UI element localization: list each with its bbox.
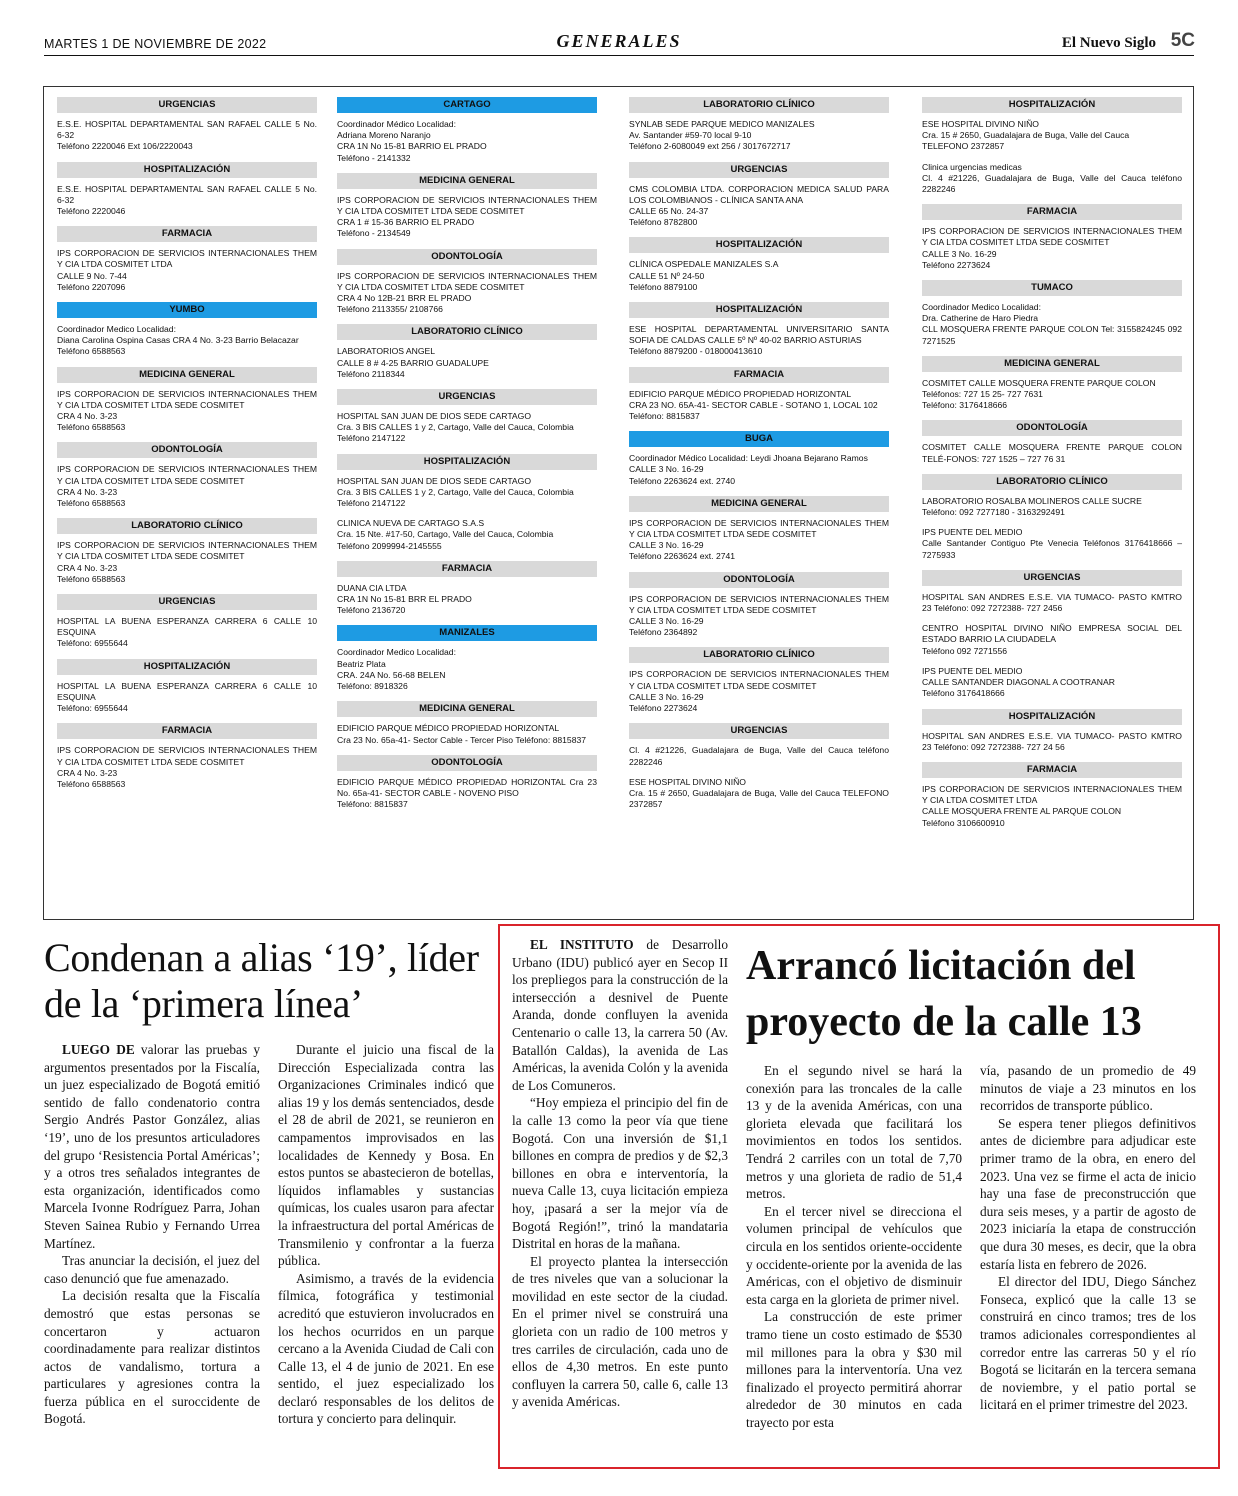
- service-heading: MEDICINA GENERAL: [337, 701, 597, 717]
- service-heading: HOSPITALIZACIÓN: [57, 162, 317, 178]
- service-heading: MEDICINA GENERAL: [629, 496, 889, 512]
- directory-entry: IPS CORPORACION DE SERVICIOS INTERNACIONALES THEM Y CIA LTDA COSMITET LTDA SEDE COSMITET CRA 4 No 12B-21 BRR EL PRADO Teléfono 2113355/ 2108766: [337, 270, 597, 315]
- city-heading: MANIZALES: [337, 625, 597, 641]
- article-paragraph: La decisión resalta que la Fiscalía demostró que estas personas se concertaron y actuaron coordinadamente para realizar distintos actos de vandalismo, tortura a particulares y agresiones contra la fuerza pública en el suroccidente de Bogotá.: [44, 1288, 260, 1427]
- service-heading: LABORATORIO CLÍNICO: [337, 324, 597, 340]
- service-heading: URGENCIAS: [629, 723, 889, 739]
- article-condenan: [44, 935, 494, 1427]
- directory-entry: E.S.E. HOSPITAL DEPARTAMENTAL SAN RAFAEL CALLE 5 No. 6-32 Teléfono 2220046 Ext 106/2220043: [57, 119, 317, 152]
- directory-entry: IPS CORPORACION DE SERVICIOS INTERNACIONALES THEM Y CIA LTDA COSMITET LTDA SEDE COSMITET CRA 4 No. 3-23 Teléfono 6588563: [57, 388, 317, 433]
- service-heading: ODONTOLOGÍA: [57, 442, 317, 458]
- directory-entry: EDIFICIO PARQUE MÉDICO PROPIEDAD HORIZONTAL Cra 23 No. 65a-41- Sector Cable - Tercer Piso Teléfono: 8815837: [337, 723, 587, 745]
- article-lead-words: LUEGO DE: [62, 1042, 135, 1057]
- newspaper-brand: El Nuevo Siglo: [1061, 35, 1156, 51]
- service-heading: FARMACIA: [629, 367, 889, 383]
- directory-entry: IPS PUENTE DEL MEDIO Calle Santander Contiguo Pte Venecia Teléfonos 3176418666 – 7275933: [922, 527, 1182, 560]
- city-heading: CARTAGO: [337, 97, 597, 113]
- service-heading: FARMACIA: [57, 723, 317, 739]
- directory-entry: HOSPITAL SAN JUAN DE DIOS SEDE CARTAGO Cra. 3 BIS CALLES 1 y 2, Cartago, Valle del Cauca, Colombia Teléfono 2147122: [337, 411, 574, 444]
- issue-date: MARTES 1 DE NOVIEMBRE DE 2022: [44, 37, 267, 51]
- article-column-1: [512, 936, 728, 1411]
- service-heading: HOSPITALIZACIÓN: [922, 709, 1182, 725]
- service-heading: ODONTOLOGÍA: [337, 755, 597, 771]
- article-paragraph: [512, 936, 728, 1094]
- service-heading: FARMACIA: [922, 762, 1182, 778]
- service-heading: HOSPITALIZACIÓN: [57, 659, 317, 675]
- directory-entry: IPS CORPORACION DE SERVICIOS INTERNACIONALES THEM Y CIA LTDA COSMITET LTDA SEDE COSMITET CALLE 3 No. 16-29 Teléfono 2364892: [629, 593, 889, 638]
- service-heading: MEDICINA GENERAL: [922, 356, 1182, 372]
- directory-entry: IPS CORPORACION DE SERVICIOS INTERNACIONALES THEM Y CIA LTDA COSMITET LTDA SEDE COSMITET CRA 1 # 15-36 BARRIO EL PRADO Teléfono - 2134549: [337, 194, 597, 239]
- directory-entry: Coordinador Médico Localidad: Leydi Jhoana Bejarano Ramos CALLE 3 No. 16-29 Teléfono 2263624 ext. 2740: [629, 453, 868, 486]
- article-headline: Condenan a alias ‘19’, líder de la ‘primera línea’: [44, 935, 479, 1026]
- article-paragraph: Durante el juicio una fiscal de la Dirección Especializada contra las Organizaciones Criminales indicó que alias 19 y los demás sentenciados, desde el 28 de abril de 2021, se reunieron en campamentos improvisados en las localidades de Kennedy y Bosa. En estos puntos se abastecieron de botellas, líquidos inflamables y sustancias químicas, los cuales usaron para afectar la infraestructura del portal Américas de Transmilenio y confrontar a la fuerza pública.: [278, 1042, 494, 1269]
- directory-column-3: [629, 97, 889, 819]
- directory-entry: CMS COLOMBIA LTDA. CORPORACION MEDICA SALUD PARA LOS COLOMBIANOS - CLÍNICA SANTA ANA CALLE 65 No. 24-37 Teléfono 8782800: [629, 183, 889, 228]
- city-heading: BUGA: [629, 431, 889, 447]
- service-heading: URGENCIAS: [57, 97, 317, 113]
- article-column-2: [278, 1041, 494, 1428]
- article-paragraph: [44, 1041, 260, 1252]
- service-heading: LABORATORIO CLÍNICO: [629, 97, 889, 113]
- article-paragraph: En el tercer nivel se direcciona el volumen principal de vehículos que circula en los sentidos oriente-occidente y occidente-oriente por la avenida de las Américas, con el objetivo de disminuir esta carga en la glorieta de primer nivel.: [746, 1203, 962, 1307]
- article-column-3: [980, 1062, 1196, 1414]
- directory-entry: Coordinador Medico Localidad: Diana Carolina Ospina Casas CRA 4 No. 3-23 Barrio Belacazar Teléfono 6588563: [57, 324, 299, 357]
- article-paragraph: Se espera tener pliegos definitivos antes de diciembre para adjudicar este primer tramo de la obra, en enero del 2023. Una vez se firme el acta de inicio hay una fase de preconstrucción que dura seis meses, y a partir de agosto de 2023 iniciaría la etapa de construcción que dura 30 meses, es decir, que la obra estaría lista en febrero de 2026.: [980, 1115, 1196, 1272]
- directory-entry: ESE HOSPITAL DIVINO NIÑO Cra. 15 # 2650, Guadalajara de Buga, Valle del Cauca TELEFONO 2372857: [922, 119, 1130, 152]
- directory-column-2: [337, 97, 597, 819]
- service-heading: ODONTOLOGÍA: [922, 420, 1182, 436]
- directory-entry: Clinica urgencias medicas Cl. 4 #21226, Guadalajara de Buga, Valle del Cauca teléfono 2282246: [922, 161, 1182, 195]
- article-paragraph: El proyecto plantea la intersección de tres niveles que van a solucionar la movilidad en este sector de la ciudad. En el primer nivel se construirá una glorieta con un radio de 100 metros y tres carriles de circulación, cada uno de ellos de 4,30 metros. En este punto confluyen la carrera 50, calle 6, calle 13 y avenida Américas.: [512, 1253, 728, 1410]
- directory-entry: EDIFICIO PARQUE MÉDICO PROPIEDAD HORIZONTAL CRA 23 NO. 65A-41- SECTOR CABLE - SOTANO 1, LOCAL 102 Teléfono: 8815837: [629, 388, 878, 422]
- article-lead-words: EL INSTITUTO: [530, 937, 634, 952]
- article-column-1: [44, 1041, 260, 1428]
- service-heading: URGENCIAS: [922, 570, 1182, 586]
- service-heading: URGENCIAS: [337, 389, 597, 405]
- directory-entry: IPS CORPORACION DE SERVICIOS INTERNACIONALES THEM Y CIA LTDA COSMITET LTDA SEDE COSMITET CRA 4 No. 3-23 Teléfono 6588563: [57, 745, 317, 789]
- article-paragraph-text: de Desarrollo Urbano (IDU) publicó ayer en Secop II los prepliegos para la construcción de la intersección a desnivel de Puente Aranda, donde confluyen la avenida Centenario o calle 13, la carrera 50 (Av. Batallón Caldas), la avenida de Las Américas, la avenida Colón y la avenida de Los Comuneros.: [512, 937, 728, 1093]
- article-paragraph: La construcción de este primer tramo tiene un costo estimado de $530 mil millones para la obra y $30 mil millones para la interventoría. Una vez finalizado el proyecto permitirá ahorrar alrededor de 30 minutos en cada trayecto por esta: [746, 1309, 962, 1430]
- directory-entry: EDIFICIO PARQUE MÉDICO PROPIEDAD HORIZONTAL Cra 23 No. 65a-41- SECTOR CABLE - NOVENO PISO Teléfono: 8815837: [337, 776, 597, 810]
- directory-entry: IPS PUENTE DEL MEDIO CALLE SANTANDER DIAGONAL A COOTRANAR Teléfono 3176418666: [922, 665, 1115, 699]
- directory-column-1: [57, 97, 317, 799]
- directory-entry: ESE HOSPITAL DEPARTAMENTAL UNIVERSITARIO SANTA SOFIA DE CALDAS CALLE 5º Nº 40-02 BARRIO ASTURIAS Teléfono 8879200 - 018000413610: [629, 324, 889, 357]
- directory-entry: SYNLAB SEDE PARQUE MEDICO MANIZALES Av. Santander #59-70 local 9-10 Teléfono 2-6080049 ext 256 / 3017672717: [629, 119, 815, 152]
- directory-entry: ESE HOSPITAL DIVINO NIÑO Cra. 15 # 2650, Guadalajara de Buga, Valle del Cauca TELEFONO 2372857: [629, 776, 889, 810]
- service-heading: ODONTOLOGÍA: [337, 249, 597, 265]
- service-heading: HOSPITALIZACIÓN: [629, 237, 889, 253]
- directory-entry: COSMITET CALLE MOSQUERA FRENTE PARQUE COLON TELÉ-FONOS: 727 1525 – 727 76 31: [922, 442, 1182, 464]
- directory-entry: E.S.E. HOSPITAL DEPARTAMENTAL SAN RAFAEL CALLE 5 No. 6-32 Teléfono 2220046: [57, 183, 317, 217]
- service-heading: HOSPITALIZACIÓN: [337, 454, 597, 470]
- directory-entry: COSMITET CALLE MOSQUERA FRENTE PARQUE COLON Teléfonos: 727 15 25- 727 7631 Teléfono: 3176418666: [922, 377, 1156, 411]
- city-heading: YUMBO: [57, 302, 317, 318]
- page-number: 5C: [1170, 30, 1195, 51]
- directory-entry: LABORATORIOS ANGEL CALLE 8 # 4-25 BARRIO GUADALUPE Teléfono 2118344: [337, 346, 489, 379]
- service-heading: LABORATORIO CLÍNICO: [57, 518, 317, 534]
- service-heading: FARMACIA: [57, 226, 317, 242]
- service-heading: MEDICINA GENERAL: [337, 173, 597, 189]
- directory-entry: IPS CORPORACION DE SERVICIOS INTERNACIONALES THEM Y CIA LTDA COSMITET LTDA SEDE COSMITET CALLE 3 No. 16-29 Teléfono 2273624: [629, 669, 889, 714]
- directory-entry: HOSPITAL SAN ANDRES E.S.E. VIA TUMACO- PASTO KMTRO 23 Teléfono: 092 7272388- 727 2456: [922, 591, 1182, 614]
- health-directory: [43, 86, 1194, 920]
- service-heading: HOSPITALIZACIÓN: [629, 302, 889, 318]
- directory-entry: LABORATORIO ROSALBA MOLINEROS CALLE SUCRE Teléfono: 092 7277180 - 3163292491: [922, 495, 1142, 518]
- directory-column-4: [922, 97, 1182, 838]
- directory-entry: IPS CORPORACION DE SERVICIOS INTERNACIONALES THEM Y CIA LTDA COSMITET LTDA SEDE COSMITET CALLE 3 No. 16-29 Teléfono 2273624: [922, 226, 1182, 270]
- directory-entry: CLÍNICA OSPEDALE MANIZALES S.A CALLE 51 Nº 24-50 Teléfono 8879100: [629, 259, 779, 292]
- directory-entry: IPS CORPORACION DE SERVICIOS INTERNACIONALES THEM Y CIA LTDA COSMITET LTDA SEDE COSMITET CRA 4 No. 3-23 Teléfono 6588563: [57, 540, 317, 584]
- directory-entry: HOSPITAL LA BUENA ESPERANZA CARRERA 6 CALLE 10 ESQUINA Teléfono: 6955644: [57, 616, 317, 649]
- article-paragraph: vía, pasando de un promedio de 49 minutos de viaje a 23 minutos en los recorridos de transporte público.: [980, 1063, 1196, 1114]
- directory-entry: CENTRO HOSPITAL DIVINO NIÑO EMPRESA SOCIAL DEL ESTADO BARRIO LA CIUDADELA Teléfono 092 7271556: [922, 623, 1182, 656]
- article-paragraph: En el segundo nivel se hará la conexión para las troncales de la calle 13 y de la avenida Américas, con una glorieta elevada que facilitará los movimientos en todos los sentidos. Tendrá 2 carriles con un total de 7,70 metros y una glorieta de radio de 51,4 metros.: [746, 1063, 962, 1202]
- service-heading: FARMACIA: [922, 204, 1182, 220]
- directory-entry: IPS CORPORACION DE SERVICIOS INTERNACIONALES THEM Y CIA LTDA COSMITET LTDA CALLE 9 No. 7-44 Teléfono 2207096: [57, 248, 317, 292]
- directory-entry: Coordinador Medico Localidad: Beatriz Plata CRA. 24A No. 56-68 BELEN Teléfono: 8918326: [337, 647, 456, 692]
- directory-entry: IPS CORPORACION DE SERVICIOS INTERNACIONALES THEM Y CIA LTDA COSMITET LTDA CALLE MOSQUERA FRENTE AL PARQUE COLON Teléfono 3106600910: [922, 783, 1182, 828]
- service-heading: LABORATORIO CLÍNICO: [629, 647, 889, 663]
- directory-entry: CLINICA NUEVA DE CARTAGO S.A.S Cra. 15 Nte. #17-50, Cartago, Valle del Cauca, Colombia Teléfono 2099994-2145555: [337, 518, 554, 551]
- article-paragraph: El director del IDU, Diego Sánchez Fonseca, explicó que la calle 13 se construirá en cinco tramos; tres de los tramos adicionales correspondientes al corredor entre las carreras 50 y el río Bogotá se licitarán en la tercera semana de noviembre, y el patio portal se licitará en el primer trimestre del 2023.: [980, 1274, 1196, 1413]
- header-rule: [44, 55, 1194, 56]
- service-heading: URGENCIAS: [629, 162, 889, 178]
- directory-entry: Cl. 4 #21226, Guadalajara de Buga, Valle del Cauca teléfono 2282246: [629, 745, 889, 767]
- service-heading: ODONTOLOGÍA: [629, 572, 889, 588]
- directory-entry: DUANA CIA LTDA CRA 1N No 15-81 BRR EL PRADO Teléfono 2136720: [337, 582, 472, 616]
- service-heading: TUMACO: [922, 280, 1182, 296]
- directory-entry: HOSPITAL SAN ANDRES E.S.E. VIA TUMACO- PASTO KMTRO 23 Teléfono: 092 7272388- 727 24 56: [922, 730, 1182, 752]
- service-heading: HOSPITALIZACIÓN: [922, 97, 1182, 113]
- article-paragraph: Tras anunciar la decisión, el juez del caso denunció que fue amenazado.: [44, 1253, 260, 1286]
- service-heading: MEDICINA GENERAL: [57, 367, 317, 383]
- article-headline: Arrancó licitación del proyecto de la calle 13: [746, 943, 1142, 1045]
- directory-entry: IPS CORPORACION DE SERVICIOS INTERNACIONALES THEM Y CIA LTDA COSMITET LTDA SEDE COSMITET CALLE 3 No. 16-29 Teléfono 2263624 ext. 2741: [629, 517, 889, 562]
- directory-entry: HOSPITAL LA BUENA ESPERANZA CARRERA 6 CALLE 10 ESQUINA Teléfono: 6955644: [57, 680, 317, 714]
- service-heading: LABORATORIO CLÍNICO: [922, 474, 1182, 490]
- directory-entry: HOSPITAL SAN JUAN DE DIOS SEDE CARTAGO Cra. 3 BIS CALLES 1 y 2, Cartago, Valle del Cauca, Colombia Teléfono 2147122: [337, 475, 574, 509]
- article-paragraph-text: valorar las pruebas y argumentos presentados por la Fiscalía, un juez especializado de Bogotá emitió sentido de fallo condenatorio contra Sergio Andrés Pastor González, alias ‘19’, uno de los presuntos articuladores del grupo ‘Resistencia Portal Américas’; y a otros tres señalados integrantes de esta organización, identificados como Marcela Ivonne Rodríguez Parra, Johan Steven Sainea Rubio y Fernando Urrea Martínez.: [44, 1042, 260, 1251]
- section-title: GENERALES: [556, 31, 682, 51]
- directory-entry: IPS CORPORACION DE SERVICIOS INTERNACIONALES THEM Y CIA LTDA COSMITET LTDA SEDE COSMITET CRA 4 No. 3-23 Teléfono 6588563: [57, 464, 317, 509]
- service-heading: URGENCIAS: [57, 594, 317, 610]
- directory-entry: Coordinador Medico Localidad: Dra. Catherine de Haro Piedra CLL MOSQUERA FRENTE PARQUE COLON Tel: 3155824245 092 7271525: [922, 302, 1182, 346]
- article-paragraph: “Hoy empieza el principio del fin de la calle 13 como la peor vía que tiene Bogotá. Con una inversión de $1,1 billones en compra de predios y de $2,3 billones en obra e interventoría, la nueva Calle 13, cuya licitación empieza hoy, ¡pasará a ser la mejor vía de Bogotá Región!”, trinó la mandataria Distrital en horas de la mañana.: [512, 1095, 728, 1252]
- article-paragraph: Asimismo, a través de la evidencia fílmica, fotográfica y testimonial acreditó que estuvieron involucrados en los hechos ocurridos en un parque cercano a la Avenida Ciudad de Cali con Calle 13, el 4 de junio de 2021. En ese sentido, el juez especializado los declaró responsables de los delitos de tortura y concierto para delinquir.: [278, 1270, 494, 1427]
- directory-entry: Coordinador Médico Localidad: Adriana Moreno Naranjo CRA 1N No 15-81 BARRIO EL PRADO Teléfono - 2141332: [337, 119, 487, 163]
- article-column-2: [746, 1062, 962, 1431]
- service-heading: FARMACIA: [337, 561, 597, 577]
